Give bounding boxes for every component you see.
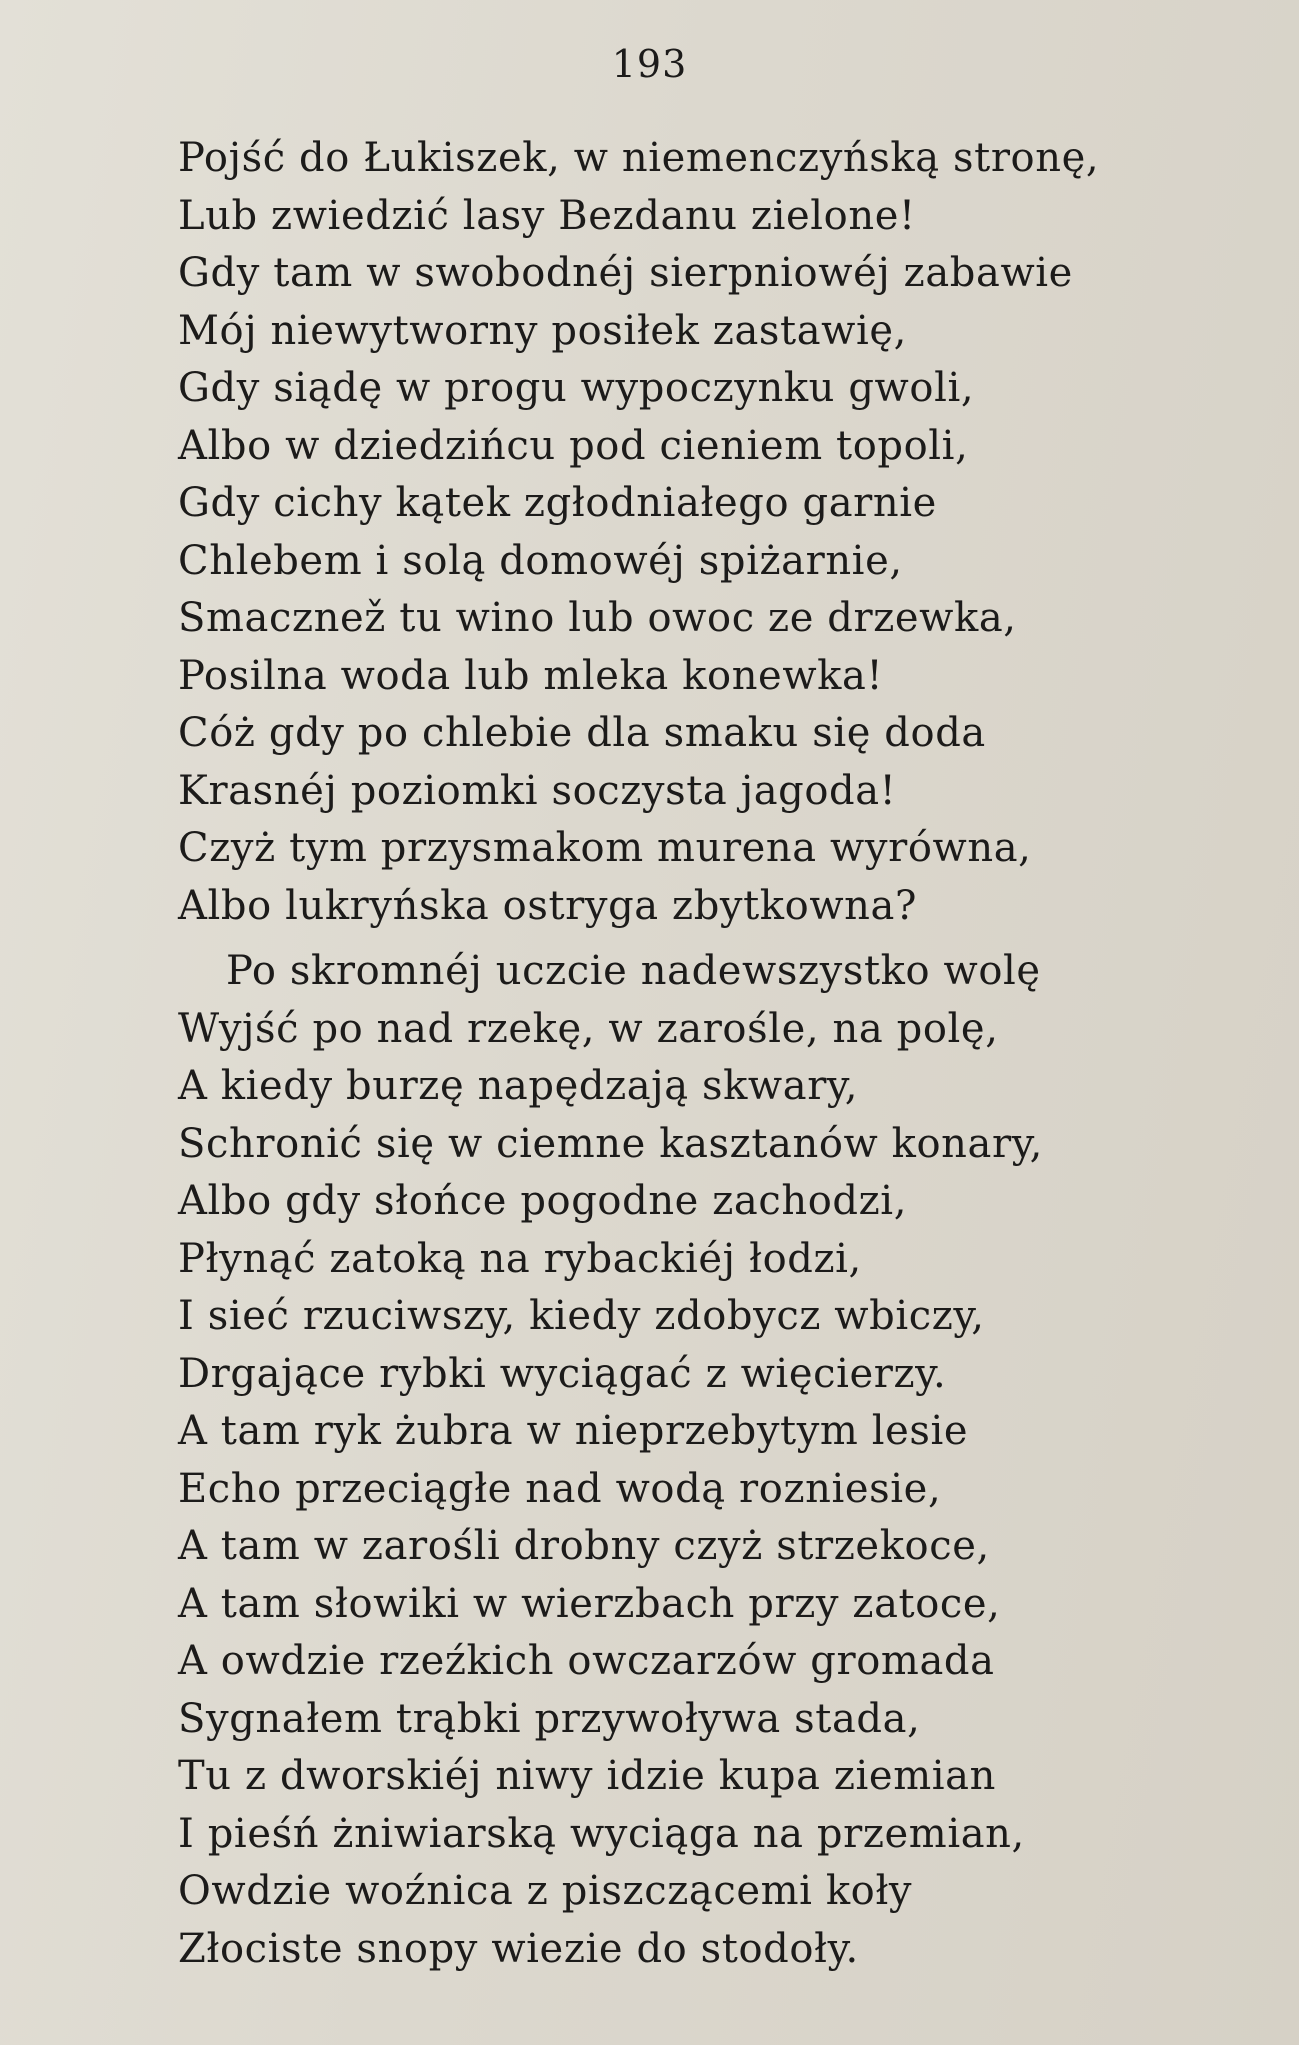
poem-line: Złociste snopy wiezie do stodoły. bbox=[178, 1925, 859, 1972]
poem-line: Drgające rybki wyciągać z więcierzy. bbox=[178, 1350, 947, 1397]
stanza-1 bbox=[178, 130, 1258, 935]
poem-line: Tu z dworskiéj niwy idzie kupa ziemian bbox=[178, 1753, 996, 1799]
poem-line: Echo przeciągłe nad wodą rozniesie, bbox=[178, 1465, 942, 1512]
poem-line: Gdy cichy kątek zgłodniałego garnie bbox=[178, 480, 937, 526]
poem-line: A kiedy burzę napędzają skwary, bbox=[178, 1063, 859, 1109]
stanza-2 bbox=[178, 943, 1258, 1978]
poem-line: Gdy tam w swobodnéj sierpniowéj zabawie bbox=[178, 250, 1073, 296]
poem-line: Gdy siądę w progu wypoczynku gwoli, bbox=[178, 365, 975, 411]
poem-line: Sygnałem trąbki przywoływa stada, bbox=[178, 1695, 921, 1742]
poem-line: Albo gdy słońce pogodne zachodzi, bbox=[178, 1178, 908, 1224]
poem-line: Cóż gdy po chlebie dla smaku się doda bbox=[178, 710, 986, 756]
poem-line: A tam słowiki w wierzbach przy zatoce, bbox=[178, 1580, 1001, 1627]
poem-line: Pojść do Łukiszek, w niemenczyńską stronę, bbox=[178, 135, 1100, 181]
poem-line: Mój niewytworny posiłek zastawię, bbox=[178, 307, 907, 354]
page-number: 193 bbox=[611, 42, 688, 86]
poem-line: Chlebem i solą domowéj spiżarnie, bbox=[178, 537, 903, 584]
poem-line: Schronić się w ciemne kasztanów konary, bbox=[178, 1120, 1043, 1167]
poem-line: A tam ryk żubra w nieprzebytym lesie bbox=[178, 1408, 969, 1454]
poem-line: A tam w zarośli drobny czyż strzekoce, bbox=[178, 1523, 990, 1569]
poem bbox=[178, 130, 1258, 1978]
poem-line: Owdzie woźnica z piszczącemi koły bbox=[178, 1868, 913, 1914]
poem-line: Po skromnéj uczcie nadewszystko wolę bbox=[226, 948, 1041, 994]
poem-line: I pieśń żniwiarską wyciąga na przemian, bbox=[178, 1810, 1025, 1857]
poem-line: Krasnéj poziomki soczysta jagoda! bbox=[178, 767, 897, 814]
poem-line: A owdzie rzeźkich owczarzów gromada bbox=[178, 1638, 995, 1684]
poem-line: Albo w dziedzińcu pod cieniem topoli, bbox=[178, 422, 969, 469]
poem-line: Smacznež tu wino lub owoc ze drzewka, bbox=[178, 595, 1017, 641]
poem-line: Płynąć zatoką na rybackiéj łodzi, bbox=[178, 1235, 862, 1282]
poem-line: Czyż tym przysmakom murena wyrówna, bbox=[178, 825, 1032, 871]
poem-line: Wyjść po nad rzekę, w zarośle, na polę, bbox=[178, 1005, 999, 1052]
poem-line: I sieć rzuciwszy, kiedy zdobycz wbiczy, bbox=[178, 1293, 985, 1339]
poem-line: Posilna woda lub mleka konewka! bbox=[178, 652, 884, 699]
poem-line: Lub zwiedzić lasy Bezdanu zielone! bbox=[178, 192, 916, 239]
poem-line: Albo lukryńska ostryga zbytkowna? bbox=[178, 882, 918, 929]
